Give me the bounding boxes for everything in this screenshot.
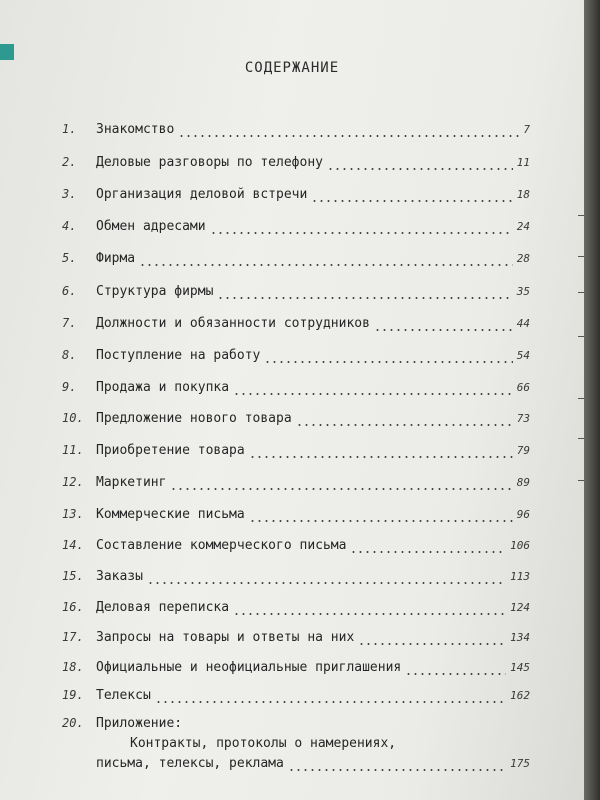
entry-page: 124	[510, 601, 530, 614]
entry-page: 113	[510, 570, 530, 583]
entry-title: Предложение нового товара	[96, 411, 292, 426]
entry-number: 18.	[62, 660, 84, 674]
entry-page: 11	[516, 156, 530, 169]
toc-entry	[62, 284, 530, 304]
dot-leader	[147, 582, 506, 584]
toc-entry-appendix	[62, 716, 530, 736]
dot-leader	[311, 200, 512, 202]
entry-number: 20.	[62, 716, 84, 730]
entry-title: Маркетинг	[96, 475, 167, 490]
entry-title: Организация деловой встречи	[96, 187, 308, 202]
entry-page: 96	[516, 508, 530, 521]
dot-leader	[139, 264, 513, 266]
toc-entry	[62, 380, 530, 400]
entry-number: 12.	[62, 475, 84, 489]
entry-page: 134	[510, 631, 530, 644]
dot-leader	[374, 329, 513, 331]
entry-title: Поступление на работу	[96, 348, 261, 363]
entry-title: Продажа и покупка	[96, 380, 230, 395]
entry-page: 79	[516, 444, 530, 457]
entry-number: 16.	[62, 600, 84, 614]
dot-leader	[217, 297, 512, 299]
dot-leader	[233, 393, 513, 395]
dot-leader	[155, 701, 506, 703]
entry-title: Запросы на товары и ответы на них	[96, 630, 355, 645]
entry-title: Официальные и неофициальные приглашения	[96, 660, 402, 675]
dot-leader	[249, 456, 513, 458]
entry-page: 44	[516, 317, 530, 330]
entry-number: 4.	[62, 219, 77, 233]
dot-leader	[296, 424, 513, 426]
dot-leader	[170, 488, 512, 490]
entry-title: Коммерческие письма	[96, 507, 245, 522]
entry-page: 18	[516, 188, 530, 201]
entry-number: 10.	[62, 411, 84, 425]
entry-number: 9.	[62, 380, 77, 394]
entry-title: Телексы	[96, 688, 151, 703]
toc-entry	[62, 316, 530, 336]
toc-entry	[62, 569, 530, 589]
appendix-line	[96, 756, 530, 776]
page-title: СОДЕРЖАНИЕ	[244, 60, 340, 76]
entry-title: Приобретение товара	[96, 443, 245, 458]
entry-page: 73	[516, 412, 530, 425]
entry-title: Заказы	[96, 569, 143, 584]
entry-title: Структура фирмы	[96, 284, 214, 299]
dot-leader	[405, 673, 506, 675]
dot-leader	[233, 613, 506, 615]
entry-number: 6.	[62, 284, 77, 298]
toc-entry	[62, 630, 530, 650]
toc-entry	[62, 507, 530, 527]
toc-entry	[62, 155, 530, 175]
toc-entry	[62, 348, 530, 368]
entry-number: 17.	[62, 630, 84, 644]
entry-number: 5.	[62, 251, 77, 265]
entry-number: 1.	[62, 122, 77, 136]
toc-entry	[62, 475, 530, 495]
entry-number: 14.	[62, 538, 84, 552]
entry-number: 7.	[62, 316, 77, 330]
entry-title: Знакомство	[96, 122, 175, 137]
appendix-subtitle-1: Контракты, протоколы о намерениях,	[130, 736, 397, 751]
entry-title: Фирма	[96, 251, 136, 266]
entry-number: 11.	[62, 443, 84, 457]
entry-title: Должности и обязанности сотрудников	[96, 316, 370, 331]
entry-page: 54	[516, 349, 530, 362]
entry-number: 8.	[62, 348, 77, 362]
toc-entry	[62, 688, 530, 708]
dot-leader	[358, 643, 506, 645]
entry-page: 24	[516, 220, 530, 233]
entry-page: 66	[516, 381, 530, 394]
entry-page: 162	[510, 689, 530, 702]
dot-leader	[249, 520, 513, 522]
entry-page: 106	[510, 539, 530, 552]
toc-entry	[62, 122, 530, 142]
entry-title: Обмен адресами	[96, 219, 206, 234]
dot-leader	[288, 769, 506, 771]
entry-page: 89	[516, 476, 530, 489]
dot-leader	[327, 168, 513, 170]
entry-page: 175	[510, 757, 530, 770]
toc-entry	[62, 600, 530, 620]
entry-number: 3.	[62, 187, 77, 201]
dot-leader	[350, 551, 506, 553]
entry-number: 2.	[62, 155, 77, 169]
dot-leader	[264, 361, 512, 363]
entry-title: Составление коммерческого письма	[96, 538, 347, 553]
appendix-line	[130, 736, 530, 756]
toc-entry	[62, 660, 530, 680]
entry-page: 28	[516, 252, 530, 265]
toc-entry	[62, 411, 530, 431]
toc-entry	[62, 187, 530, 207]
entry-page: 145	[510, 661, 530, 674]
entry-number: 15.	[62, 569, 84, 583]
dot-leader	[210, 232, 513, 234]
appendix-subtitle-2: письма, телексы, реклама	[96, 756, 284, 771]
entry-page: 7	[523, 123, 530, 136]
entry-title: Приложение:	[96, 716, 183, 731]
toc-entry	[62, 443, 530, 463]
toc-entry	[62, 251, 530, 271]
entry-page: 35	[516, 285, 530, 298]
toc-entry	[62, 219, 530, 239]
entry-title: Деловые разговоры по телефону	[96, 155, 323, 170]
entry-number: 13.	[62, 507, 84, 521]
entry-title: Деловая переписка	[96, 600, 230, 615]
toc-entry	[62, 538, 530, 558]
facing-page-edge	[584, 0, 600, 800]
entry-number: 19.	[62, 688, 84, 702]
dot-leader	[178, 135, 519, 137]
